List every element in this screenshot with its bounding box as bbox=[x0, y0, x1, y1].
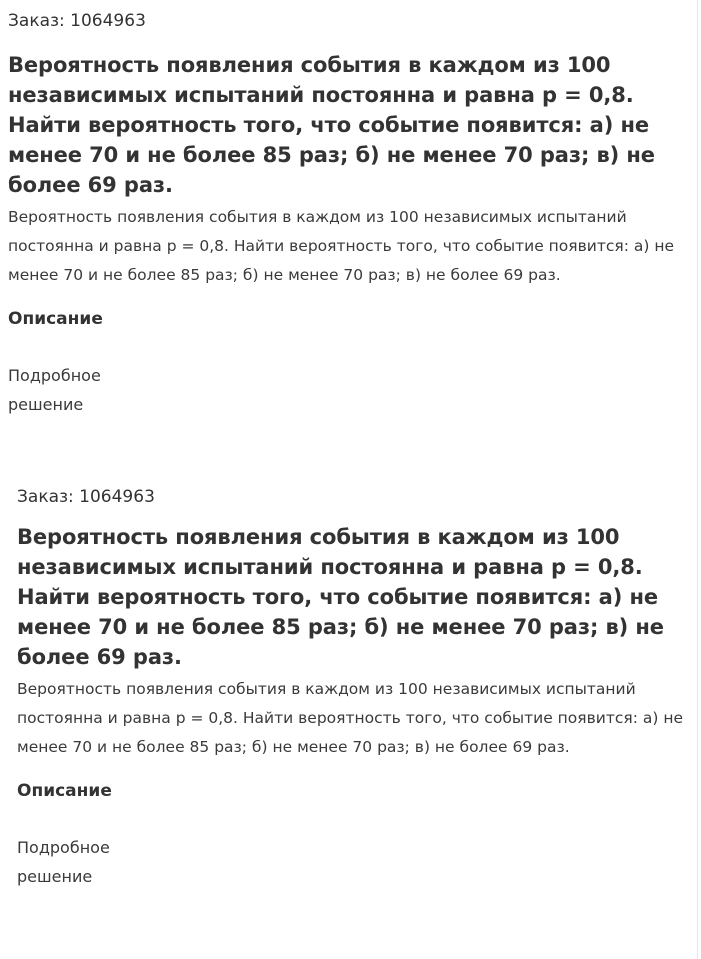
detailed-solution-label: Подробное решение bbox=[17, 838, 110, 886]
task-text: Вероятность появления события в каждом из 100 независимых испытаний постоянна и равна p = 0,8. Найти вероятность того, что событие появится: а) не менее 70 и не более 85 раз; б) не менее 70 раз; в) не более 69 раз. bbox=[17, 680, 683, 756]
task-title: Вероятность появления события в каждом из 100 независимых испытаний постоянна и равна p = 0,8. Найти вероятность того, что событие появится: а) не менее 70 и не более 85 раз; б) не менее 70 раз; в) не более 69 раз. bbox=[17, 525, 664, 669]
order-block-1 bbox=[8, 10, 688, 419]
order-number: Заказ: 1064963 bbox=[17, 487, 155, 507]
description-heading: Описание bbox=[8, 309, 103, 329]
detailed-solution-label: Подробное решение bbox=[8, 366, 101, 414]
order-block-2 bbox=[17, 486, 695, 891]
order-number: Заказ: 1064963 bbox=[8, 11, 146, 31]
task-title: Вероятность появления события в каждом из 100 независимых испытаний постоянна и равна p = 0,8. Найти вероятность того, что событие появится: а) не менее 70 и не более 85 раз; б) не менее 70 раз; в) не более 69 раз. bbox=[8, 53, 655, 197]
description-heading: Описание bbox=[17, 781, 112, 801]
task-text: Вероятность появления события в каждом из 100 независимых испытаний постоянна и равна p = 0,8. Найти вероятность того, что событие появится: а) не менее 70 и не более 85 раз; б) не менее 70 раз; в) не более 69 раз. bbox=[8, 208, 674, 284]
